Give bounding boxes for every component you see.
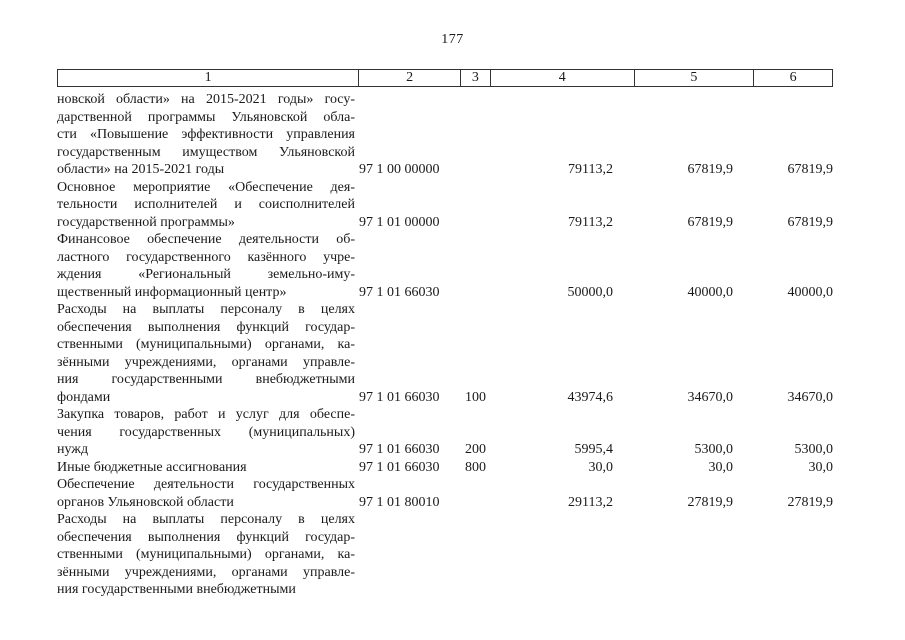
row-name-line: Обеспечение деятельности государственных [57, 477, 355, 492]
table-row [57, 179, 833, 232]
row-name-line: фондами [57, 389, 111, 405]
row-amount-2020: 67819,9 [687, 162, 733, 177]
row-name [57, 511, 355, 599]
table-row [57, 91, 833, 179]
row-code: 97 1 01 66030 [359, 442, 440, 457]
row-amount-2020: 34670,0 [687, 389, 733, 405]
table-row [57, 511, 833, 599]
row-name [57, 179, 355, 232]
row-amount-2020: 27819,9 [687, 494, 733, 510]
row-name-line: ственными (муниципальными) органами, ка- [57, 547, 355, 562]
row-name-line: Основное мероприятие «Обеспечение дея- [57, 179, 355, 195]
column-header-4: 4 [491, 70, 635, 86]
row-amount-2019: 29113,2 [568, 494, 613, 510]
row-amount-2021: 5300,0 [794, 442, 833, 457]
row-amount-2021: 27819,9 [787, 494, 833, 510]
row-name [57, 231, 355, 301]
row-amount-2019: 50000,0 [567, 284, 613, 300]
row-name-line: новской области» на 2015-2021 годы» госу- [57, 92, 355, 107]
row-amount-2020: 30,0 [708, 459, 733, 475]
row-name [57, 91, 355, 179]
row-name-line: нужд [57, 442, 89, 457]
row-name-line: ственными (муниципальными) органами, ка- [57, 337, 355, 352]
row-code: 97 1 01 66030 [359, 389, 440, 405]
row-code: 97 1 00 00000 [359, 162, 440, 177]
row-amount-2020: 5300,0 [694, 442, 733, 457]
row-amount-2021: 67819,9 [787, 214, 833, 230]
row-amount-2019: 79113,2 [568, 214, 613, 230]
row-name-line: Расходы на выплаты персоналу в целях [57, 302, 355, 317]
row-name-line: органов Ульяновской области [57, 494, 234, 510]
table-header-row [57, 69, 833, 87]
table-body [57, 91, 833, 599]
row-amount-2019: 5995,4 [574, 442, 613, 457]
row-name-line: ждения «Региональный земельно-иму- [57, 267, 355, 282]
row-name-line: области» на 2015-2021 годы [57, 162, 225, 177]
column-header-3: 3 [461, 70, 491, 86]
row-code: 97 1 01 66030 [359, 284, 440, 300]
row-expense-type: 200 [465, 442, 486, 457]
row-code: 97 1 01 80010 [359, 494, 440, 510]
row-expense-type: 800 [465, 459, 486, 475]
row-name-line: щественный информационный центр» [57, 284, 287, 300]
table-row [57, 231, 833, 301]
row-amount-2019: 79113,2 [568, 162, 613, 177]
row-amount-2019: 43974,6 [567, 389, 613, 405]
page-number: 177 [441, 32, 464, 47]
row-name-line: ния государственными внебюджетными [57, 372, 355, 387]
row-name-line: Расходы на выплаты персоналу в целях [57, 512, 355, 527]
column-header-6: 6 [789, 70, 797, 85]
row-amount-2021: 34670,0 [787, 389, 833, 405]
column-header-5: 5 [635, 70, 755, 86]
row-name-line: Финансовое обеспечение деятельности об- [57, 232, 355, 247]
row-name [57, 406, 355, 459]
row-code: 97 1 01 00000 [359, 214, 440, 230]
row-name-line: ластного государственного казённого учре- [57, 249, 355, 265]
row-name-line: обеспечения выполнения функций государ- [57, 319, 355, 335]
row-amount-2021: 30,0 [808, 459, 833, 475]
row-name-line: государственной программы» [57, 214, 235, 230]
row-code: 97 1 01 66030 [359, 459, 440, 475]
row-name-line: сти «Повышение эффективности управления [57, 127, 355, 142]
row-expense-type: 100 [465, 389, 486, 405]
row-name-line: дарственной программы Ульяновской обла- [57, 109, 355, 125]
row-amount-2020: 67819,9 [687, 214, 733, 230]
table-row [57, 476, 833, 511]
row-name-line: Иные бюджетные ассигнования [57, 459, 247, 475]
row-name-line: обеспечения выполнения функций государ- [57, 529, 355, 545]
row-name-line: Закупка товаров, работ и услуг для обеспе- [57, 407, 355, 422]
row-name [57, 459, 355, 477]
row-amount-2019: 30,0 [588, 459, 613, 475]
row-name [57, 301, 355, 406]
table-row [57, 301, 833, 406]
row-amount-2021: 40000,0 [787, 284, 833, 300]
row-amount-2021: 67819,9 [787, 162, 833, 177]
row-name [57, 476, 355, 511]
row-name-line: государственным имуществом Ульяновской [57, 144, 355, 160]
row-amount-2020: 40000,0 [687, 284, 733, 300]
row-name-line: зёнными учреждениями, органами управле- [57, 354, 355, 370]
table-row [57, 459, 833, 477]
row-name-line: чения государственных (муниципальных) [57, 424, 355, 440]
row-name-line: тельности исполнителей и соисполнителей [57, 197, 355, 212]
table-row [57, 406, 833, 459]
row-name-line: ния государственными внебюджетными [57, 582, 296, 597]
column-header-2: 2 [359, 70, 461, 86]
row-name-line: зёнными учреждениями, органами управле- [57, 564, 355, 580]
column-header-1: 1 [58, 70, 359, 86]
